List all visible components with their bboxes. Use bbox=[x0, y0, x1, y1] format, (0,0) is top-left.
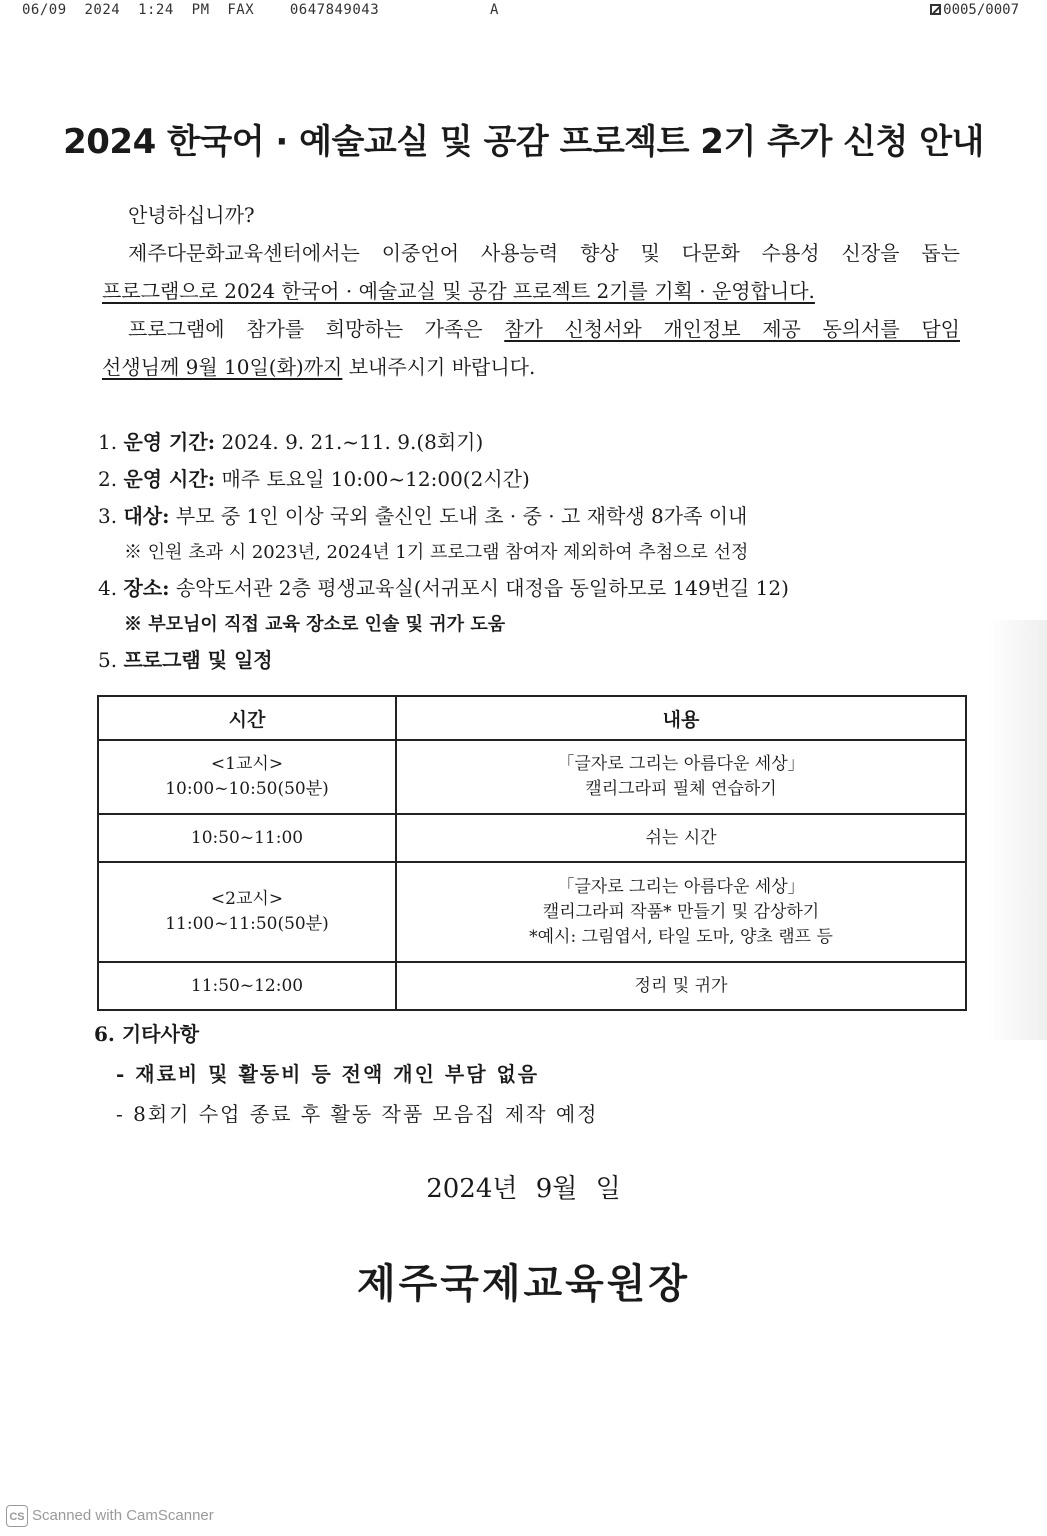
table-row bbox=[98, 740, 966, 814]
info-item-time bbox=[98, 461, 958, 498]
content-title: 정리 및 귀가 bbox=[634, 975, 728, 996]
document-date: 2024년 9월 일 bbox=[426, 1174, 621, 1204]
time-cell bbox=[98, 740, 396, 814]
content-cell bbox=[396, 962, 966, 1010]
period-label: <1교시> bbox=[210, 754, 284, 774]
content-title: 「글자로 그리는 아름다운 세상」 bbox=[557, 754, 805, 774]
scan-shadow bbox=[987, 620, 1047, 1040]
note-place bbox=[98, 607, 958, 642]
content-cell bbox=[396, 862, 966, 962]
fax-header bbox=[22, 2, 1019, 22]
content-detail: 캘리그라피 작품* 만들기 및 감상하기 bbox=[542, 901, 820, 922]
document-title: 2024 한국어 · 예술교실 및 공감 프로젝트 2기 추가 신청 안내 bbox=[63, 122, 984, 162]
content-example: *예시: 그림엽서, 타일 도마, 양초 램프 등 bbox=[529, 926, 833, 947]
content-title: 「글자로 그리는 아름다운 세상」 bbox=[557, 876, 805, 897]
watermark-text: Scanned with CamScanner bbox=[32, 1507, 214, 1524]
fax-page-icon bbox=[930, 4, 941, 15]
item-number: 3. bbox=[98, 504, 118, 528]
intro-paragraph-2-end: 보내주시기 바랍니다. bbox=[342, 355, 536, 379]
deadline-underline-1: 참가 신청서와 개인정보 제공 동의서를 담임 bbox=[504, 317, 960, 341]
time-cell bbox=[98, 814, 396, 862]
period-time: 10:00~10:50(50분) bbox=[165, 779, 329, 799]
item-label: 장소: bbox=[123, 576, 170, 600]
table-row bbox=[98, 962, 966, 1010]
info-item-period bbox=[98, 424, 958, 461]
item-value: 송악도서관 2층 평생교육실(서귀포시 대정읍 동일하모로 149번길 12) bbox=[169, 576, 789, 600]
info-item-place bbox=[98, 570, 958, 607]
intro-paragraph-2-start: 프로그램에 참가를 희망하는 가족은 bbox=[128, 317, 505, 341]
schedule-table bbox=[97, 695, 967, 1011]
period-time: 11:00~11:50(50분) bbox=[165, 914, 329, 934]
time-cell bbox=[98, 862, 396, 962]
intro-paragraph-2-line-2 bbox=[102, 348, 960, 386]
time-cell bbox=[98, 962, 396, 1010]
intro-paragraph-2-line-1 bbox=[102, 310, 960, 348]
etc-item: - 8회기 수업 종료 후 활동 작품 모음집 제작 예정 bbox=[116, 1102, 599, 1126]
info-items bbox=[98, 424, 958, 679]
item-label: 운영 시간: bbox=[123, 467, 216, 491]
scanner-watermark bbox=[6, 1503, 214, 1529]
item-value: 2024. 9. 21.~11. 9.(8회기) bbox=[215, 430, 484, 454]
greeting: 안녕하십니까? bbox=[128, 203, 255, 227]
info-item-schedule bbox=[98, 642, 958, 679]
fax-transmission-info: 06/09 2024 1:24 PM FAX 0647849043 bbox=[22, 2, 380, 18]
header-time: 시간 bbox=[98, 696, 396, 740]
content-cell bbox=[396, 740, 966, 814]
info-item-target bbox=[98, 498, 958, 535]
table-row bbox=[98, 814, 966, 862]
fax-page-counter bbox=[930, 2, 1019, 18]
issuing-organization: 제주국제교육원장 bbox=[356, 1261, 691, 1307]
content-cell bbox=[396, 814, 966, 862]
period-time: 11:50~12:00 bbox=[190, 975, 304, 996]
camscanner-logo-icon: CS bbox=[6, 1505, 28, 1527]
program-underline-1: 프로그램으로 2024 한국어 · 예술교실 및 공감 프로젝트 2기를 기획 · 운영합니다. bbox=[102, 279, 815, 303]
item-number: 2. bbox=[98, 467, 118, 491]
content-title: 쉬는 시간 bbox=[645, 827, 717, 848]
period-label: <2교시> bbox=[210, 889, 284, 909]
etc-item-text: - 재료비 및 활동비 등 전액 개인 부담 없음 bbox=[116, 1062, 540, 1086]
deadline-underline-2: 선생님께 9월 10일(화)까지 bbox=[102, 355, 343, 379]
item-number: 1. bbox=[98, 430, 118, 454]
item-label: 프로그램 및 일정 bbox=[123, 648, 273, 672]
fax-page-number: 0005/0007 bbox=[943, 2, 1019, 18]
intro-paragraph-1-line-1: 제주다문화교육센터에서는 이중언어 사용능력 향상 및 다문화 수용성 신장을 돕는 bbox=[128, 241, 960, 265]
header-content: 내용 bbox=[396, 696, 966, 740]
item-label: 운영 기간: bbox=[123, 430, 216, 454]
intro-paragraph-1-line-2 bbox=[102, 272, 960, 310]
etc-section bbox=[94, 1014, 954, 1134]
table-row bbox=[98, 862, 966, 962]
intro-section bbox=[102, 196, 960, 386]
note-target: ※ 인원 초과 시 2023년, 2024년 1기 프로그램 참여자 제외하여 추첨으로 선정 bbox=[124, 542, 749, 563]
etc-heading bbox=[94, 1014, 954, 1054]
content-detail: 캘리그라피 필체 연습하기 bbox=[585, 779, 777, 799]
etc-heading-text: 6. 기타사항 bbox=[94, 1022, 200, 1046]
item-label: 대상: bbox=[123, 504, 170, 528]
fax-mark: A bbox=[490, 2, 499, 18]
period-time: 10:50~11:00 bbox=[190, 827, 304, 848]
etc-item bbox=[94, 1054, 954, 1094]
note-place-text: ※ 부모님이 직접 교육 장소로 인솔 및 귀가 도움 bbox=[124, 614, 506, 635]
item-number: 4. bbox=[98, 576, 118, 600]
item-value: 매주 토요일 10:00~12:00(2시간) bbox=[215, 467, 530, 491]
table-header-row bbox=[98, 696, 966, 740]
item-number: 5. bbox=[98, 648, 118, 672]
item-value: 부모 중 1인 이상 국외 출신인 도내 초 · 중 · 고 재학생 8가족 이내 bbox=[169, 504, 748, 528]
